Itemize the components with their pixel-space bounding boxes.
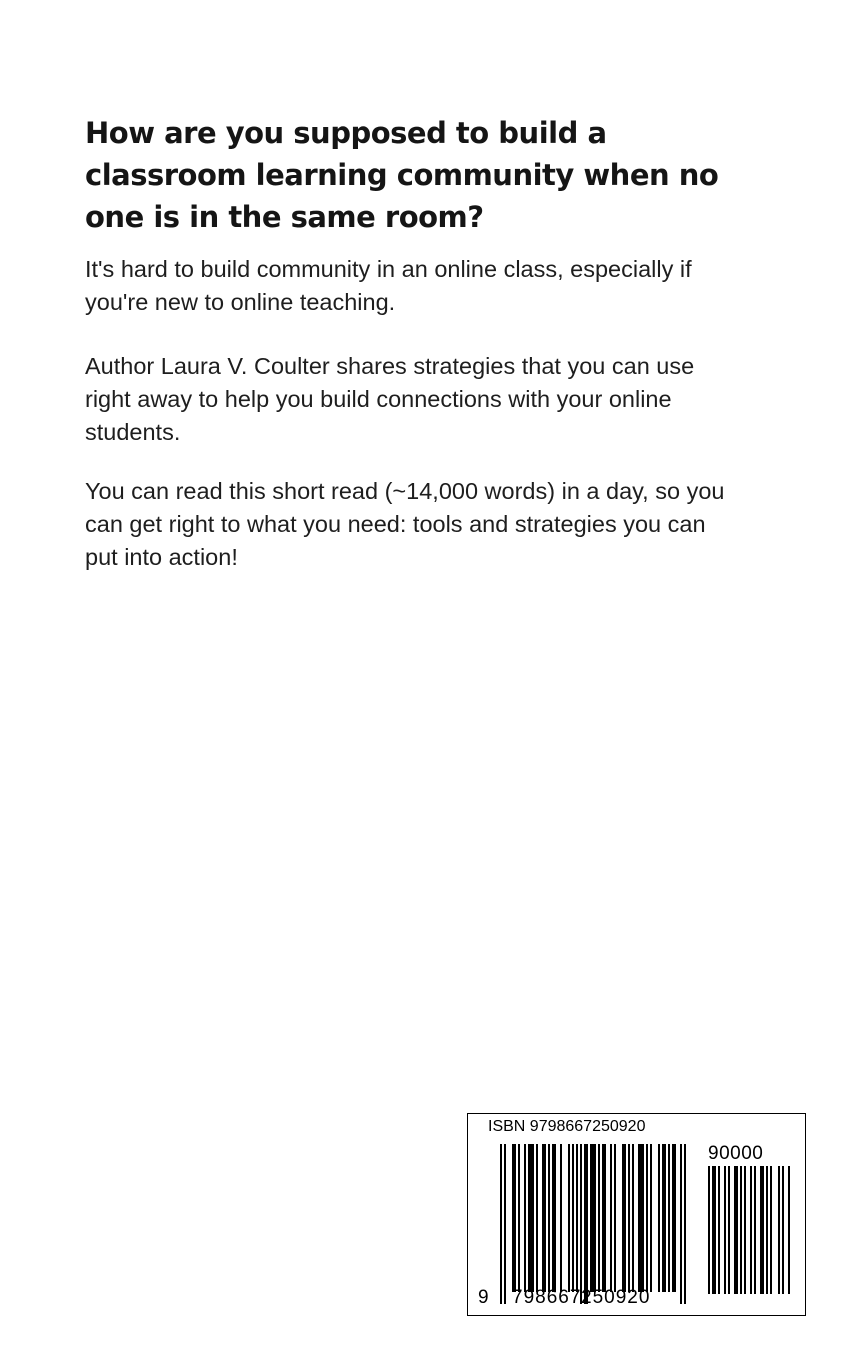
barcode-bar — [548, 1144, 550, 1292]
isbn-barcode-block — [467, 1113, 806, 1316]
barcode-bar — [650, 1144, 652, 1292]
barcode-bar — [552, 1144, 556, 1292]
barcode-bar — [632, 1144, 634, 1292]
ean-barcode-bars — [500, 1144, 686, 1304]
barcode-bar — [542, 1144, 546, 1292]
barcode-bar — [680, 1144, 682, 1304]
barcode-bar — [728, 1166, 730, 1294]
barcode-bar — [512, 1144, 516, 1292]
barcode-bar — [536, 1144, 538, 1292]
barcode-bar — [524, 1144, 526, 1292]
barcode-bar — [750, 1166, 752, 1294]
back-cover-heading: How are you supposed to build a classroom learning community when no one is in the same room? — [85, 116, 719, 234]
barcode-bar — [782, 1166, 784, 1294]
barcode-bar — [734, 1166, 738, 1294]
barcode-bar — [576, 1144, 578, 1292]
barcode-bar — [724, 1166, 726, 1294]
barcode-bars-graphic — [468, 1114, 805, 1315]
barcode-bar — [602, 1144, 606, 1292]
addon-barcode-bars — [708, 1166, 790, 1294]
barcode-bar — [718, 1166, 720, 1294]
barcode-bar — [504, 1144, 506, 1304]
barcode-digits-right: 250920 — [581, 1287, 651, 1308]
price-code-label: 90000 — [708, 1143, 764, 1164]
blurb-paragraph-1: It's hard to build community in an online class, especially if you're new to online teaching. — [85, 256, 692, 315]
barcode-bar — [584, 1144, 588, 1304]
barcode-bar — [760, 1166, 764, 1294]
barcode-bar — [754, 1166, 756, 1294]
barcode-bar — [778, 1166, 780, 1294]
barcode-bar — [518, 1144, 520, 1292]
barcode-bar — [770, 1166, 772, 1294]
barcode-bar — [590, 1144, 596, 1292]
barcode-bar — [610, 1144, 612, 1292]
barcode-bar — [662, 1144, 666, 1292]
barcode-bar — [528, 1144, 534, 1292]
barcode-bar — [708, 1166, 710, 1294]
barcode-bar — [646, 1144, 648, 1292]
blurb-paragraph-2: Author Laura V. Coulter shares strategies that you can use right away to help you build connections with your online students. — [85, 353, 695, 445]
barcode-bar — [658, 1144, 660, 1292]
barcode-bar — [628, 1144, 630, 1292]
barcode-bar — [572, 1144, 574, 1292]
barcode-digits-left: 798667 — [512, 1287, 582, 1308]
barcode-bar — [766, 1166, 768, 1294]
barcode-bar — [500, 1144, 502, 1304]
barcode-bar — [788, 1166, 790, 1294]
barcode-digit-first: 9 — [478, 1287, 490, 1308]
barcode-bar — [622, 1144, 626, 1292]
barcode-bar — [684, 1144, 686, 1304]
barcode-bar — [598, 1144, 600, 1292]
isbn-label: ISBN 9798667250920 — [488, 1118, 646, 1135]
barcode-bar — [712, 1166, 716, 1294]
barcode-bar — [638, 1144, 644, 1292]
barcode-bar — [568, 1144, 570, 1292]
barcode-bar — [744, 1166, 746, 1294]
barcode-bar — [580, 1144, 582, 1304]
barcode-bar — [614, 1144, 616, 1292]
blurb-paragraph-3: You can read this short read (~14,000 words) in a day, so you can get right to what you need: tools and strategies you can put into action! — [85, 478, 725, 570]
barcode-bar — [672, 1144, 676, 1292]
barcode-bar — [668, 1144, 670, 1292]
barcode-bar — [740, 1166, 742, 1294]
barcode-bar — [560, 1144, 562, 1292]
